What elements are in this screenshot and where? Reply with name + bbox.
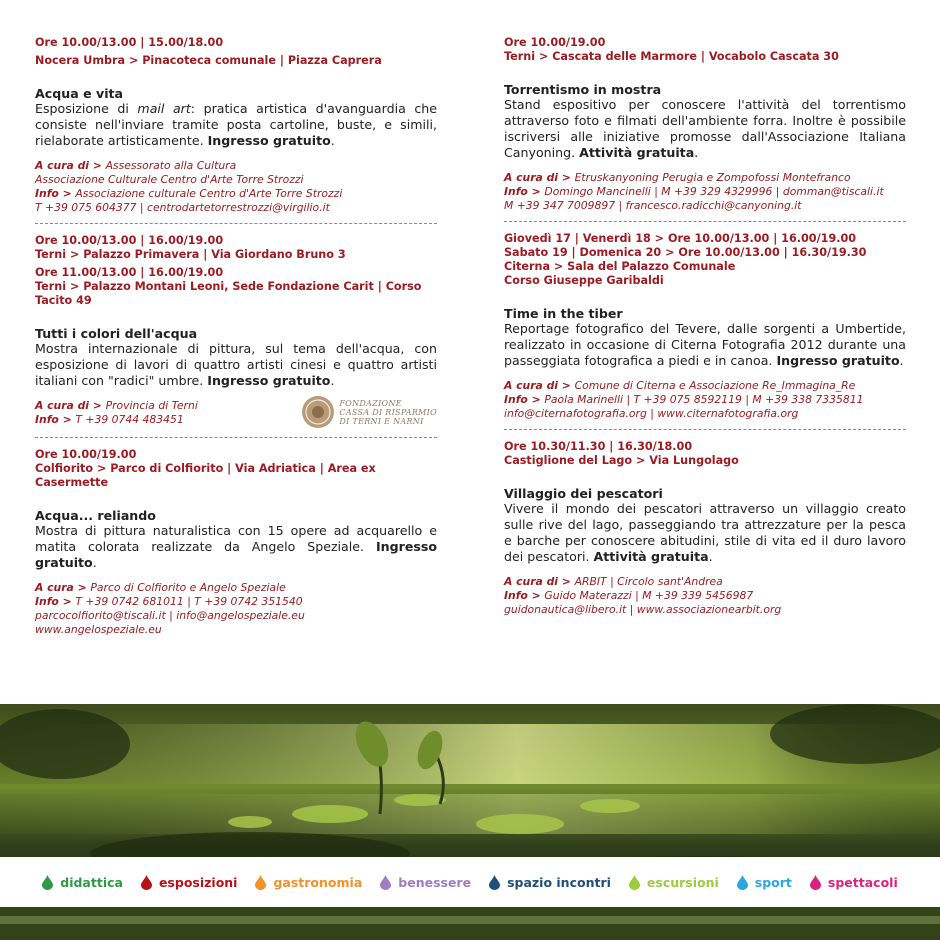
email-link[interactable]: T +39 075 604377 | centrodartetorrestrozzi@virgilio.it — [35, 201, 330, 214]
fondazione-carit-logo — [301, 395, 437, 429]
event-credits: A cura di > Etruskanyoning Perugia e Zompofossi Montefranco Info > Domingo Mancinelli | M +39 329 4329996 | domman@tiscali.it M +39 347 7009897 | francesco.radicchi@canyoning.it — [504, 171, 884, 212]
email-link[interactable]: M +39 347 7009897 | francesco.radicchi@canyoning.it — [504, 199, 802, 212]
legend-didattica: didattica — [42, 875, 123, 890]
drop-icon — [42, 875, 53, 890]
event-credits: A cura > Parco di Colfiorito e Angelo Speziale Info > T +39 0742 681011 | T +39 0742 351540 parcocolfiorito@tiscali.it | info@angelospeziale.eu www.angelospeziale.eu — [35, 581, 305, 636]
event-description: Reportage fotografico del Tevere, dalle sorgenti a Umbertide, realizzato in occasione di Citerna Fotografia 2012 durante una passeggiata fotografica a piedi e in canoa. Ingresso gratuito. — [504, 321, 906, 368]
category-legend — [0, 857, 940, 907]
event-title: Villaggio dei pescatori — [504, 486, 663, 501]
event-villaggio-pescatori — [504, 440, 906, 617]
event-time: Giovedì 17 | Venerdì 18 > Ore 10.00/13.00 | 16.00/19.00 — [504, 232, 857, 245]
email-link[interactable]: parcocolfiorito@tiscali.it | info@angelospeziale.eu — [35, 609, 305, 622]
event-location: Terni > Palazzo Primavera | Via Giordano Bruno 3 — [35, 248, 346, 261]
legend-gastronomia: gastronomia — [255, 875, 362, 890]
logo-line: FONDAZIONE — [339, 398, 402, 408]
legend-benessere: benessere — [380, 875, 471, 890]
email-link[interactable]: info@citernafotografia.org | www.citernafotografia.org — [504, 407, 799, 420]
divider — [504, 221, 906, 222]
event-time: Ore 10.00/19.00 — [35, 448, 137, 461]
drop-icon — [380, 875, 391, 890]
event-location: Citerna > Sala del Palazzo Comunale — [504, 260, 736, 273]
event-location: Terni > Cascata delle Marmore | Vocabolo Cascata 30 — [504, 50, 839, 63]
legend-spettacoli: spettacoli — [810, 875, 898, 890]
right-column — [504, 36, 906, 617]
logo-line: CASSA DI RISPARMIO — [339, 407, 437, 417]
event-time: Ore 10.00/13.00 | 16.00/19.00 — [35, 234, 224, 247]
event-time: Ore 10.00/19.00 — [504, 36, 606, 49]
left-column — [35, 36, 437, 637]
event-title: Tutti i colori dell'acqua — [35, 326, 198, 341]
event-description: Stand espositivo per conoscere l'attività del torrentismo attraverso foto e filmati dell'ambiente forra. Inoltre è possibile iscriversi alle iniziative promosse dall'Associazione Italiana Canyoning. Attività gratuita. — [504, 97, 906, 160]
logo-line: DI TERNI E NARNI — [339, 416, 424, 426]
legend-escursioni: escursioni — [629, 875, 719, 890]
event-time: Ore 10.30/11.30 | 16.30/18.00 — [504, 440, 693, 453]
event-credits: A cura di > ARBIT | Circolo sant'Andrea Info > Guido Materazzi | M +39 339 5456987 guidonautica@libero.it | www.associazionearbit.org — [504, 575, 782, 616]
drop-icon — [629, 875, 640, 890]
event-location: Nocera Umbra > Pinacoteca comunale | Piazza Caprera — [35, 54, 382, 67]
event-credits: A cura di > Assessorato alla Cultura Associazione Culturale Centro d'Arte Torre Strozzi Info > Associazione culturale Centro d'Arte Torre Strozzi T +39 075 604377 | centrodartetorrestrozzi@virgilio.it — [35, 159, 343, 214]
email-link[interactable]: guidonautica@libero.it | www.associazionearbit.org — [504, 603, 782, 616]
drop-icon — [255, 875, 266, 890]
event-location: Terni > Palazzo Montani Leoni, Sede Fondazione Carit | Corso Tacito 49 — [35, 280, 422, 307]
legend-spazio-incontri: spazio incontri — [489, 875, 611, 890]
event-location: Castiglione del Lago > Via Lungolago — [504, 454, 739, 467]
event-title: Acqua e vita — [35, 86, 124, 101]
divider — [35, 437, 437, 438]
event-acqua-e-vita — [35, 36, 437, 215]
event-torrentismo — [504, 36, 906, 213]
event-description: Vivere il mondo dei pescatori attraverso un villaggio creato sulle rive del lago, passeggiando tra attrezzature per la pesca e barche per conoscere abitudini, stile di vita ed il duro lavoro dei pescatori. Attività gratuita. — [504, 501, 906, 564]
event-description: Mostra di pittura naturalistica con 15 opere ad acquarello e matita colorata realizzate da Angelo Speziale. Ingresso gratuito. — [35, 523, 437, 570]
event-location: Colfiorito > Parco di Colfiorito | Via Adriatica | Area ex Casermette — [35, 462, 376, 489]
drop-icon — [737, 875, 748, 890]
seal-icon — [301, 395, 335, 429]
event-title: Torrentismo in mostra — [504, 82, 662, 97]
event-location: Corso Giuseppe Garibaldi — [504, 274, 664, 287]
drop-icon — [489, 875, 500, 890]
divider — [35, 223, 437, 224]
event-time: Sabato 19 | Domenica 20 > Ore 10.00/13.00 | 16.30/19.30 — [504, 246, 867, 259]
event-acqua-reliando — [35, 448, 437, 637]
event-credits: A cura di > Provincia di Terni Info > T +39 0744 483451 FONDAZIONE CASSA DI RISPARMIO DI TERNI E NARNI — [35, 399, 437, 427]
divider — [504, 429, 906, 430]
website-link[interactable]: www.angelospeziale.eu — [35, 623, 162, 636]
drop-icon — [810, 875, 821, 890]
event-time: Ore 11.00/13.00 | 16.00/19.00 — [35, 266, 224, 279]
event-title: Acqua... reliando — [35, 508, 156, 523]
legend-sport: sport — [737, 875, 792, 890]
event-time-in-the-tiber — [504, 232, 906, 421]
event-time: Ore 10.00/13.00 | 15.00/18.00 — [35, 36, 224, 49]
event-tutti-i-colori — [35, 234, 437, 427]
drop-icon — [141, 875, 152, 890]
event-description: Esposizione di mail art: pratica artistica d'avanguardia che consiste nell'inviare tramite posta cartoline, buste, e simili, rielaborate artisticamente. Ingresso gratuito. — [35, 101, 438, 148]
legend-esposizioni: esposizioni — [141, 875, 238, 890]
event-description: Mostra internazionale di pittura, sul tema dell'acqua, con esposizione di lavori di quattro artisti cinesi e quattro artisti italiani con "radici" umbre. Ingresso gratuito. — [35, 341, 437, 388]
event-title: Time in the tiber — [504, 306, 623, 321]
event-credits: A cura di > Comune di Citerna e Associazione Re_Immagina_Re Info > Paola Marinelli | T +39 075 8592119 | M +39 338 7335811 info@citernafotografia.org | www.citernafotografia.org — [504, 379, 864, 420]
